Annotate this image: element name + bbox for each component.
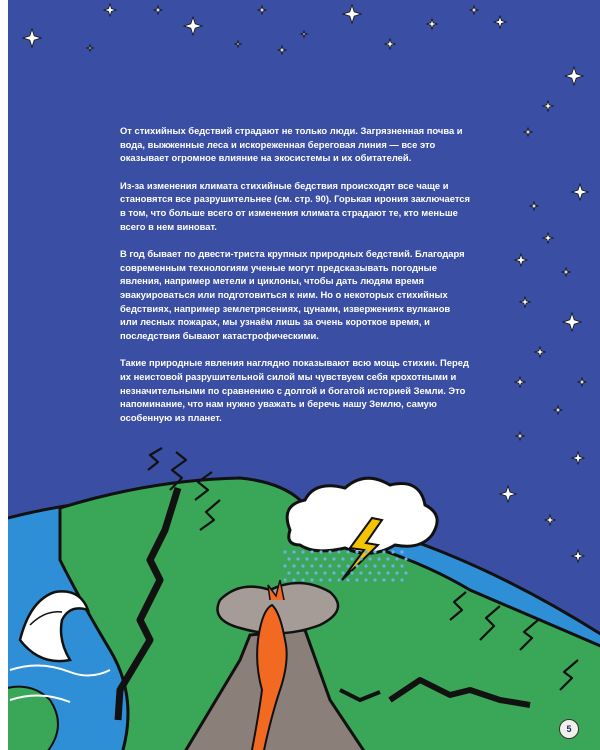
article-text xyxy=(120,124,470,438)
rain-drop xyxy=(364,578,367,581)
star-icon xyxy=(562,268,570,276)
paragraph-2: Из-за изменения климата стихийные бедствия происходят все чаще и становятся все разрушительнее (см. стр. 90). Горькая ирония заключается в том, что больше всего от изменения климата страдают те, кто меньше всего в нем виноват. xyxy=(120,179,470,232)
star-icon xyxy=(520,297,530,307)
rain-drop xyxy=(328,564,331,567)
star-icon xyxy=(516,432,524,440)
star-icon xyxy=(385,39,395,49)
rain-drop xyxy=(400,550,403,553)
rain-drop xyxy=(301,550,304,553)
rain-drop xyxy=(292,578,295,581)
rain-drop xyxy=(337,550,340,553)
star-icon xyxy=(258,6,266,14)
rain-drop xyxy=(283,578,286,581)
star-icon xyxy=(427,19,437,29)
rain-drop xyxy=(323,571,326,574)
rain-drop xyxy=(395,557,398,560)
rain-drop xyxy=(346,550,349,553)
rain-drop xyxy=(337,564,340,567)
rain-drop xyxy=(373,550,376,553)
rain-drop xyxy=(305,557,308,560)
paragraph-3: В год бывает по двести-триста крупных природных бедствий. Благодаря современным технологиям ученые могут предсказывать погодные явления, например метели и циклоны, чтобы дать людям время эвакуироваться или подготовиться к ним. Но о некоторых стихийных бедствиях, например землетрясениях, цунами, извержениях вулканов или лесных пожарах, мы узнаём лишь за очень короткое время, и последствия бывают катастрофическими. xyxy=(120,248,465,341)
rain-drop xyxy=(287,557,290,560)
star-icon xyxy=(563,313,581,331)
rain-drop xyxy=(319,578,322,581)
rain-drop xyxy=(301,564,304,567)
rain-drop xyxy=(373,564,376,567)
star-icon xyxy=(470,6,478,14)
rain-drop xyxy=(377,557,380,560)
star-icon xyxy=(500,486,516,502)
rain-drop xyxy=(400,578,403,581)
rain-drop xyxy=(368,557,371,560)
rain-drop xyxy=(332,557,335,560)
rain-drop xyxy=(310,550,313,553)
rain-drop xyxy=(346,578,349,581)
rain-drop xyxy=(359,571,362,574)
rain-drop xyxy=(355,550,358,553)
rain-drop xyxy=(373,578,376,581)
rain-drop xyxy=(292,550,295,553)
paragraph-1: От стихийных бедствий страдают не только люди. Загрязненная почва и вода, выжженные леса и искореженная береговая линия — все это оказывает огромное влияние на экосистемы и их обитателей. xyxy=(120,125,463,164)
rain-drop xyxy=(319,564,322,567)
rain-drop xyxy=(346,564,349,567)
rain-drop xyxy=(310,564,313,567)
rain-drop xyxy=(368,571,371,574)
rain-drop xyxy=(283,564,286,567)
star-icon xyxy=(184,17,202,35)
rain-drop xyxy=(341,557,344,560)
rain-drop xyxy=(382,564,385,567)
rain-drop xyxy=(287,571,290,574)
star-icon xyxy=(343,5,361,23)
star-icon xyxy=(515,254,527,266)
star-icon xyxy=(524,128,532,136)
rain-drop xyxy=(400,564,403,567)
rain-drop xyxy=(359,557,362,560)
paragraph-4: Такие природные явления наглядно показывают всю мощь стихии. Перед их неистовой разрушительной силой мы чувствуем себя крохотными и незначительными по сравнению с долгой и богатой историей Земли. Это напоминание, что нам нужно уважать и беречь нашу Землю, самую особенную из планет. xyxy=(120,357,469,423)
star-icon xyxy=(23,29,41,47)
rain-drop xyxy=(310,578,313,581)
rain-drop xyxy=(296,571,299,574)
rain-drop xyxy=(404,557,407,560)
rain-drop xyxy=(323,557,326,560)
star-icon xyxy=(535,347,545,357)
rain-drop xyxy=(382,578,385,581)
star-icon xyxy=(515,377,525,387)
rain-drop xyxy=(391,578,394,581)
rain-drop xyxy=(355,564,358,567)
rain-drop xyxy=(319,550,322,553)
rain-drop xyxy=(395,571,398,574)
star-icon xyxy=(543,101,553,111)
star-icon xyxy=(543,233,553,243)
rain-drop xyxy=(391,550,394,553)
rain-drop xyxy=(292,564,295,567)
rain-drop xyxy=(332,571,335,574)
rain-drop xyxy=(341,571,344,574)
rain-drop xyxy=(305,571,308,574)
rain-drop xyxy=(404,571,407,574)
page-number-badge: 5 xyxy=(559,719,579,739)
star-icon xyxy=(572,550,584,562)
rain-drop xyxy=(328,550,331,553)
rain-drop xyxy=(377,571,380,574)
star-icon xyxy=(154,6,162,14)
star-icon xyxy=(530,202,538,210)
star-icon xyxy=(572,452,584,464)
star-icon xyxy=(578,378,586,386)
star-icon xyxy=(554,406,562,414)
star-icon xyxy=(104,4,116,16)
star-icon xyxy=(494,16,506,28)
rain-drop xyxy=(296,557,299,560)
rain-drop xyxy=(382,550,385,553)
star-icon xyxy=(87,45,93,51)
star-icon xyxy=(235,41,241,47)
rain-drop xyxy=(355,578,358,581)
star-icon xyxy=(301,31,307,37)
rain-drop xyxy=(391,564,394,567)
rain-drop xyxy=(350,557,353,560)
rain-drop xyxy=(364,564,367,567)
star-icon xyxy=(545,515,555,525)
rain-drop xyxy=(386,571,389,574)
rain-drop xyxy=(364,550,367,553)
rain-drop xyxy=(386,557,389,560)
rain-drop xyxy=(314,557,317,560)
rain-drop xyxy=(337,578,340,581)
rain-drop xyxy=(283,550,286,553)
rain-drop xyxy=(350,571,353,574)
rain-drop xyxy=(328,578,331,581)
star-icon xyxy=(565,67,583,85)
star-icon xyxy=(572,184,588,200)
star-icon xyxy=(278,46,286,54)
rain-drop xyxy=(314,571,317,574)
rain-drop xyxy=(301,578,304,581)
